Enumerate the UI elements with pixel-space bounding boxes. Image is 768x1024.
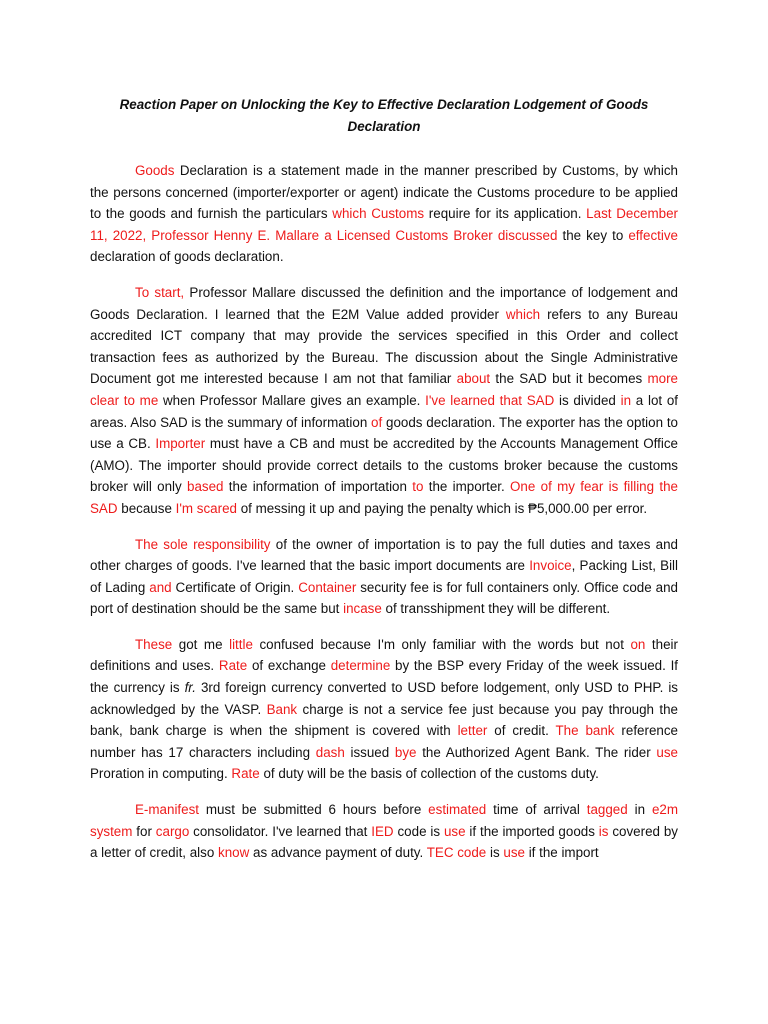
title-line-2: Declaration [347, 119, 421, 134]
text-run: goods declaration. The exporter has the option to use a CB. [90, 414, 678, 452]
highlighted-text: e2m system [90, 802, 678, 839]
text-run: the Authorized Agent Bank. The rider [416, 744, 657, 760]
text-run: code is [393, 823, 444, 839]
text-run: of transshipment they will be different. [381, 601, 611, 617]
highlighted-text: cargo [155, 823, 190, 839]
document-title [90, 94, 678, 138]
highlighted-text: letter [457, 723, 488, 739]
text-run: time of arrival [486, 802, 587, 818]
highlighted-text: dash [315, 744, 345, 760]
text-run: , Packing List, Bill of Lading [90, 558, 678, 595]
text-run: require for its application. [424, 206, 587, 222]
highlighted-text: to [412, 479, 424, 495]
highlighted-text: Container [298, 579, 357, 595]
text-run: if the imported goods [465, 823, 599, 839]
text-run: covered by a letter of credit, also [90, 823, 678, 861]
highlighted-text: on [630, 636, 646, 652]
text-run: got me [172, 636, 230, 652]
highlighted-text: These [135, 636, 173, 652]
text-run: Professor Mallare discussed the definition and the importance of lodgement and Goods Declaration. I learned that the E2M Value added provider [90, 284, 679, 322]
text-run: reference number has 17 characters including [90, 723, 678, 760]
highlighted-text: Rate [218, 658, 248, 674]
text-run: of the owner of importation is to pay the full duties and taxes and other charges of goods. I've learned that the basic import documents are [90, 536, 679, 574]
text-run: when Professor Mallare gives an example. [158, 392, 426, 408]
text-run: charge is not a service fee just because you pay through the bank, bank charge is when the shipment is covered with [90, 701, 678, 739]
text-run: the importer. [423, 479, 511, 495]
text-run: Proration in computing. [90, 766, 232, 782]
highlighted-text: use [443, 823, 466, 839]
highlighted-text: based [187, 479, 224, 495]
text-run: is divided [554, 392, 621, 408]
text-run: in [627, 802, 652, 818]
text-run: declaration of goods declaration. [90, 249, 284, 265]
highlighted-text: TEC code [426, 845, 487, 861]
text-run: the key to [557, 227, 629, 243]
text-run: of messing it up and paying the penalty which is ₱5,000.00 per error. [236, 500, 648, 516]
highlighted-text: in [620, 392, 632, 408]
text-run: must have a CB and must be accredited by the Accounts Management Office (AMO). The importer should provide correct details to the customs broker because the customs broker will only [90, 436, 678, 495]
text-run: Certificate of Origin. [171, 579, 299, 595]
highlighted-text: Last December 11, 2022, Professor Henny E. Mallare a Licensed Customs Broker discussed [90, 206, 678, 243]
highlighted-text: use [656, 744, 678, 760]
highlighted-text: Invoice [529, 558, 572, 574]
highlighted-text: more clear to me [90, 371, 678, 408]
text-run: a lot of areas. Also SAD is the summary of information [90, 392, 679, 430]
text-run: by the BSP every Friday of the week issued. If the currency is [90, 658, 679, 696]
highlighted-text: Goods [135, 163, 175, 178]
highlighted-text: IED [371, 823, 394, 839]
text-run: of exchange [247, 658, 331, 674]
highlighted-text: is [598, 823, 609, 839]
text-run: 3rd foreign currency converted to USD before lodgement, only USD to PHP. is acknowledged by the VASP. [90, 680, 678, 717]
paragraph [90, 799, 678, 864]
text-run: the SAD but it becomes [490, 371, 648, 387]
highlighted-text: The sole responsibility [135, 536, 271, 552]
text-run: is [486, 845, 504, 861]
text-run: fr. [184, 680, 196, 696]
text-run: of duty will be the basis of collection of the customs duty. [259, 766, 599, 782]
text-run: because [117, 500, 176, 516]
paragraph [90, 160, 678, 268]
document-body [90, 160, 678, 864]
highlighted-text: Importer [155, 436, 206, 452]
highlighted-text: One of my fear is filling the SAD [90, 479, 678, 516]
text-run: for [132, 823, 156, 839]
highlighted-text: I'm scared [175, 500, 237, 516]
highlighted-text: E-manifest [135, 802, 199, 818]
text-run: of credit. [487, 723, 556, 739]
highlighted-text: of [371, 414, 383, 430]
text-run: as advance payment of duty. [249, 845, 427, 861]
text-run: must be submitted 6 hours before [199, 802, 429, 818]
text-run: issued [344, 744, 395, 760]
highlighted-text: estimated [428, 802, 487, 818]
highlighted-text: incase [343, 601, 382, 617]
text-run: consolidator. I've learned that [189, 823, 372, 839]
text-run: Declaration is a statement made in the manner prescribed by Customs, by which the persons concerned (importer/exporter or agent) indicate the Customs procedure to be applied to the goods and furnish the particulars [90, 163, 678, 222]
highlighted-text: effective [628, 227, 678, 243]
text-run: refers to any Bureau accredited ICT company that may provide the services specified in this Order and collect transaction fees as authorized by the Bureau. The discussion about the Single Administrative Document got me interested because I am not that familiar [90, 306, 678, 387]
highlighted-text: and [149, 579, 172, 595]
highlighted-text: little [229, 636, 253, 652]
highlighted-text: I've learned that SAD [425, 392, 555, 408]
highlighted-text: To start, [135, 284, 185, 300]
title-line-1: Reaction Paper on Unlocking the Key to Effective Declaration Lodgement of Goods [119, 97, 649, 112]
highlighted-text: bye [394, 744, 417, 760]
text-run: their definitions and uses. [90, 636, 678, 674]
text-run: confused because I'm only familiar with the words but not [252, 636, 631, 652]
text-run: security fee is for full containers only. Office code and port of destination should be the same but [90, 579, 678, 617]
highlighted-text: Bank [266, 701, 298, 717]
paragraph [90, 534, 678, 620]
highlighted-text: which [505, 306, 541, 322]
highlighted-text: which Customs [332, 206, 425, 222]
highlighted-text: tagged [586, 802, 628, 818]
highlighted-text: The bank [555, 723, 615, 739]
paragraph [90, 282, 678, 520]
highlighted-text: about [456, 371, 491, 387]
highlighted-text: use [503, 845, 525, 861]
paragraph [90, 634, 678, 785]
highlighted-text: determine [330, 658, 391, 674]
text-run: the information of importation [223, 479, 413, 495]
text-run: if the import [524, 845, 599, 861]
highlighted-text: know [218, 845, 250, 861]
highlighted-text: Rate [231, 766, 260, 782]
